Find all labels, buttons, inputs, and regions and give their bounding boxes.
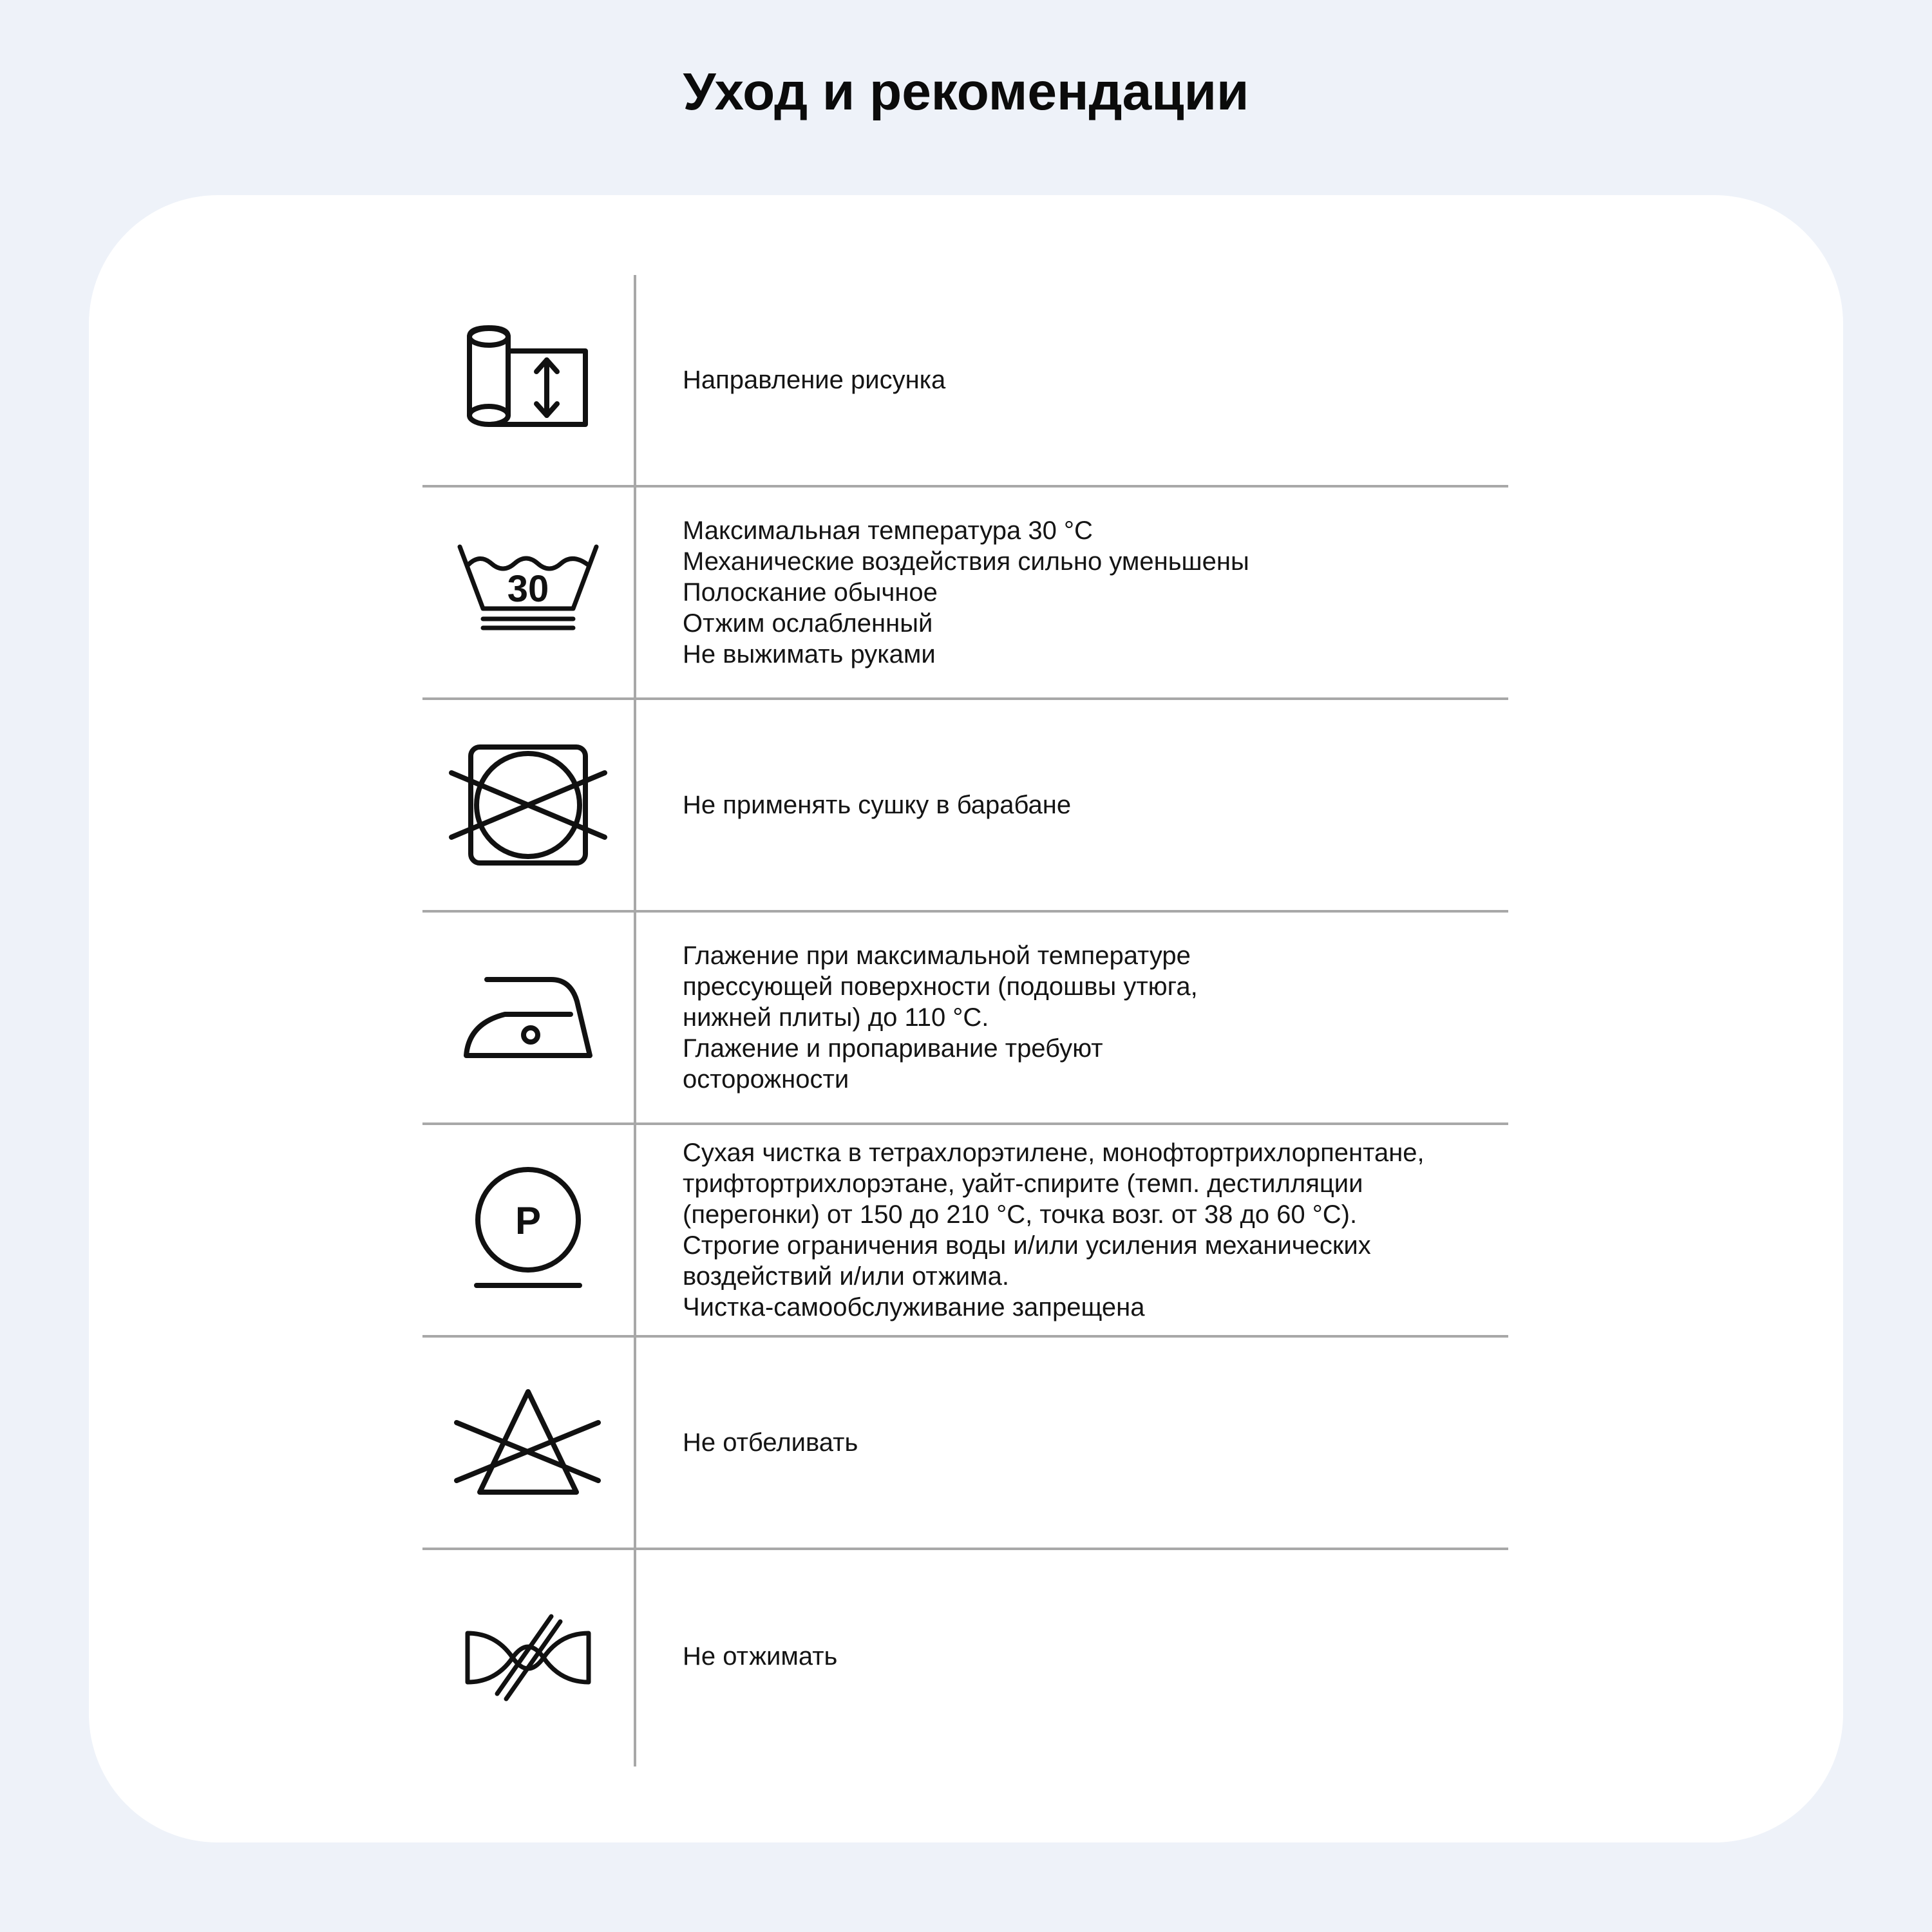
description-line: Полоскание обычное (683, 578, 938, 607)
description-line: Строгие ограничения воды и/или усиления механических (683, 1231, 1371, 1260)
care-row-tumble-dry (422, 700, 1508, 913)
dry-clean-p-gentle-icon (422, 1125, 634, 1335)
care-description (683, 488, 1501, 697)
description-line: воздействий и/или отжима. (683, 1262, 1009, 1291)
dry-clean-letter: P (515, 1199, 542, 1242)
care-description (683, 1338, 1501, 1548)
description-line: прессующей поверхности (подошвы утюга, (683, 972, 1198, 1001)
description-line: Не отжимать (683, 1642, 838, 1671)
no-tumble-dry-icon (422, 700, 634, 910)
care-row-wash (422, 488, 1508, 700)
description-line: Глажение при максимальной температуре (683, 942, 1191, 970)
description-line: Чистка-самообслуживание запрещена (683, 1293, 1145, 1321)
description-line: Механические воздействия сильно уменьшены (683, 547, 1249, 576)
iron-low-temperature-icon (422, 913, 634, 1122)
wash-30-gentle-icon (422, 488, 634, 697)
description-line: нижней плиты) до 110 °С. (683, 1003, 989, 1032)
care-row-pattern-direction (422, 275, 1508, 488)
description-line: Не применять сушку в барабане (683, 791, 1072, 819)
fabric-roll-pattern-direction-icon (422, 275, 634, 485)
care-row-dry-clean (422, 1125, 1508, 1338)
care-table (422, 275, 1508, 1763)
description-line: Максимальная температура 30 °С (683, 516, 1093, 545)
care-row-bleach (422, 1338, 1508, 1550)
description-line: Глажение и пропаривание требуют (683, 1034, 1103, 1063)
care-description (683, 700, 1501, 910)
description-line: Отжим ослабленный (683, 609, 933, 638)
care-row-ironing (422, 913, 1508, 1125)
page-title: Уход и рекомендации (683, 62, 1249, 121)
care-row-wring (422, 1550, 1508, 1763)
description-line: Не отбеливать (683, 1428, 858, 1457)
description-line: Не выжимать руками (683, 640, 936, 668)
care-description (683, 1125, 1501, 1335)
description-line: осторожности (683, 1065, 849, 1094)
care-description (683, 1550, 1501, 1763)
description-line: трифтортрихлорэтане, уайт-спирите (темп. дестилляции (683, 1170, 1363, 1198)
care-description (683, 275, 1501, 485)
description-line: (перегонки) от 150 до 210 °С, точка возг. от 38 до 60 °С). (683, 1200, 1358, 1229)
care-description (683, 913, 1501, 1122)
no-wring-icon (422, 1550, 634, 1763)
no-bleach-icon (422, 1338, 634, 1548)
wash-temperature-label: 30 (507, 568, 549, 610)
care-card (89, 195, 1843, 1842)
description-line: Сухая чистка в тетрахлорэтилене, монофтортрихлорпентане, (683, 1139, 1425, 1167)
description-line: Направление рисунка (683, 366, 946, 394)
